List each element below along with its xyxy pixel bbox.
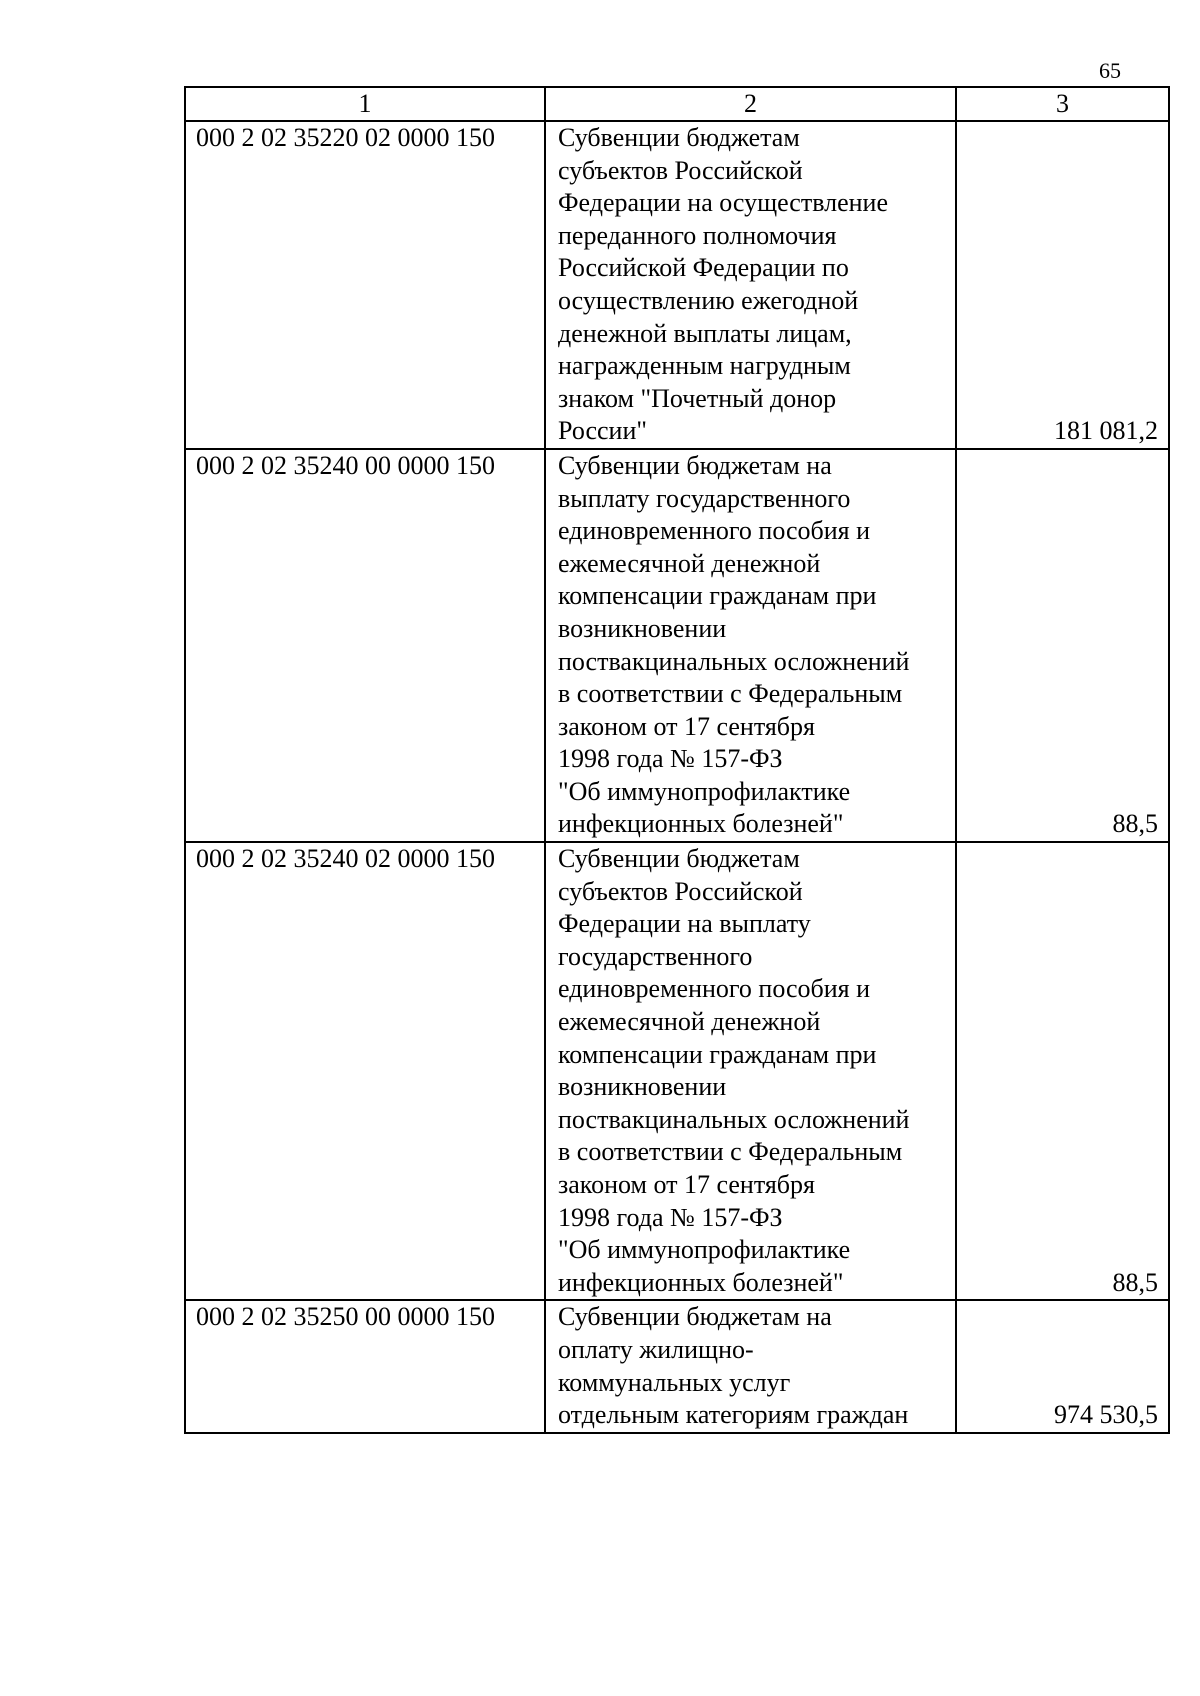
description-line: Российской Федерации по	[558, 253, 849, 283]
description-line: "Об иммунопрофилактике	[558, 776, 851, 806]
description-line: Федерации на осуществление	[558, 188, 889, 218]
description-line: Субвенции бюджетам	[558, 844, 800, 874]
description-line: инфекционных болезней"	[558, 809, 844, 839]
description-line: законом от 17 сентября	[558, 711, 815, 741]
description-line: единовременного пособия и	[558, 516, 871, 546]
description-line: России"	[558, 416, 647, 446]
description-line: Субвенции бюджетам на	[558, 450, 832, 480]
classification-code: 000 2 02 35240 00 0000 150	[185, 449, 545, 842]
budget-table	[184, 86, 1170, 1434]
description-line: инфекционных болезней"	[558, 1267, 844, 1297]
description-line: выплату государственного	[558, 483, 851, 513]
description-line: награжденным нагрудным	[558, 351, 851, 381]
amount: 974 530,5	[956, 1300, 1169, 1432]
description	[545, 121, 956, 449]
description-line: возникновении	[558, 1072, 727, 1102]
description-line: субъектов Российской	[558, 155, 803, 185]
description-line: оплату жилищно-	[558, 1334, 754, 1364]
table-row	[185, 449, 1169, 842]
table-row	[185, 842, 1169, 1300]
description-line: единовременного пособия и	[558, 974, 871, 1004]
description-line: поствакцинальных осложнений	[558, 646, 910, 676]
table-body	[185, 121, 1169, 1433]
classification-code: 000 2 02 35240 02 0000 150	[185, 842, 545, 1300]
description-line: государственного	[558, 941, 753, 971]
description-line: коммунальных услуг	[558, 1367, 791, 1397]
description-line: Субвенции бюджетам на	[558, 1302, 832, 1332]
description-line: в соответствии с Федеральным	[558, 1137, 903, 1167]
amount: 181 081,2	[956, 121, 1169, 449]
description-line: отдельным категориям граждан	[558, 1400, 909, 1430]
column-header-2: 2	[545, 87, 956, 121]
table-row	[185, 1300, 1169, 1432]
description-line: компенсации гражданам при	[558, 581, 877, 611]
description	[545, 1300, 956, 1432]
description-line: денежной выплаты лицам,	[558, 318, 852, 348]
description-line: 1998 года № 157-ФЗ	[558, 1202, 783, 1232]
header-row	[185, 87, 1169, 121]
description-line: 1998 года № 157-ФЗ	[558, 744, 783, 774]
column-header-1: 1	[185, 87, 545, 121]
column-header-3: 3	[956, 87, 1169, 121]
page-number: 65	[1099, 58, 1121, 83]
description	[545, 449, 956, 842]
classification-code: 000 2 02 35250 00 0000 150	[185, 1300, 545, 1432]
description-line: ежемесячной денежной	[558, 548, 821, 578]
description-line: Субвенции бюджетам	[558, 123, 800, 152]
classification-code: 000 2 02 35220 02 0000 150	[185, 121, 545, 449]
amount: 88,5	[956, 449, 1169, 842]
description-line: знаком "Почетный донор	[558, 383, 837, 413]
description-line: возникновении	[558, 613, 727, 643]
description-line: законом от 17 сентября	[558, 1170, 815, 1199]
description-line: поствакцинальных осложнений	[558, 1104, 910, 1134]
amount: 88,5	[956, 842, 1169, 1300]
description	[545, 842, 956, 1300]
description-line: Федерации на выплату	[558, 909, 811, 939]
table-row	[185, 121, 1169, 449]
description-line: переданного полномочия	[558, 220, 837, 250]
description-line: ежемесячной денежной	[558, 1007, 821, 1037]
description-line: осуществлению ежегодной	[558, 285, 859, 315]
description-line: субъектов Российской	[558, 876, 803, 906]
description-line: "Об иммунопрофилактике	[558, 1235, 851, 1265]
description-line: компенсации гражданам при	[558, 1039, 877, 1069]
description-line: в соответствии с Федеральным	[558, 679, 903, 709]
